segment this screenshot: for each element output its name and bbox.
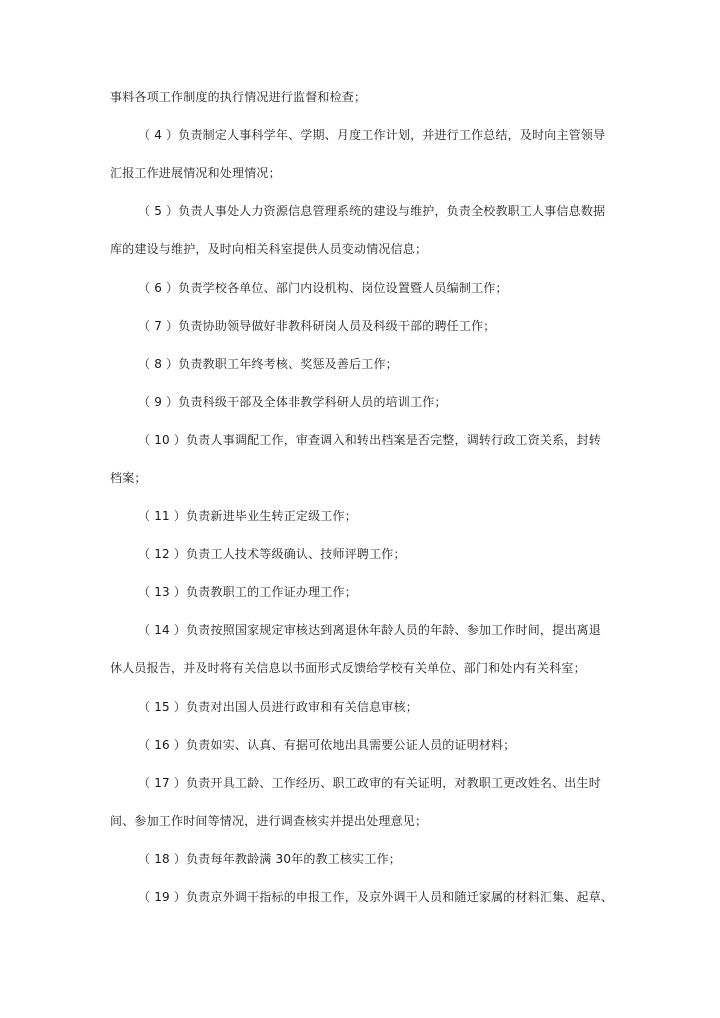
text-line-5: 库的建设与维护，及时向相关科室提供人员变动情况信息； — [110, 242, 428, 256]
text-line-22: （ 19 ）负责京外调干指标的申报工作，及京外调干人员和随迁家属的材料汇集、起草、 — [138, 890, 614, 904]
text-line-21: （ 18 ）负责每年教龄满 30年的教工核实工作； — [138, 852, 401, 866]
text-line-8: （ 8 ）负责教职工年终考核、奖惩及善后工作； — [138, 357, 398, 371]
text-line-4: （ 5 ）负责人事处人力资源信息管理系统的建设与维护，负责全校教职工人事信息数据 — [138, 204, 606, 218]
text-line-16: 休人员报告，并及时将有关信息以书面形式反馈给学校有关单位、部门和处内有关科室； — [110, 661, 586, 675]
text-line-1: 事料各项工作制度的执行情况进行监督和检查； — [110, 90, 367, 104]
text-line-20: 间、参加工作时间等情况，进行调查核实并提出处理意见； — [110, 814, 428, 828]
text-line-17: （ 15 ）负责对出国人员进行政审和有关信息审核； — [138, 700, 418, 714]
text-line-18: （ 16 ）负责如实、认真、有据可依地出具需要公证人员的证明材料； — [138, 738, 516, 752]
text-line-6: （ 6 ）负责学校各单位、部门内设机构、岗位设置暨人员编制工作； — [138, 281, 508, 295]
text-line-3: 汇报工作进展情况和处理情况； — [110, 166, 281, 180]
text-line-12: （ 11 ）负责新进毕业生转正定级工作； — [138, 509, 357, 523]
text-line-7: （ 7 ）负责协助领导做好非教科研岗人员及科级干部的聘任工作； — [138, 319, 496, 333]
text-line-10: （ 10 ）负责人事调配工作，审查调入和转出档案是否完整，调转行政工资关系，封转 — [138, 433, 601, 447]
text-line-2: （ 4 ）负责制定人事科学年、学期、月度工作计划，并进行工作总结，及时向主管领导 — [138, 128, 606, 142]
text-line-15: （ 14 ）负责按照国家规定审核达到离退休年龄人员的年龄、参加工作时间，提出离退 — [138, 623, 601, 637]
text-line-13: （ 12 ）负责工人技术等级确认、技师评聘工作； — [138, 547, 406, 561]
text-line-14: （ 13 ）负责教职工的工作证办理工作； — [138, 585, 357, 599]
text-line-19: （ 17 ）负责开具工龄、工作经历、职工政审的有关证明，对教职工更改姓名、出生时 — [138, 776, 601, 790]
text-line-11: 档案； — [110, 471, 147, 485]
text-line-9: （ 9 ）负责科级干部及全体非教学科研人员的培训工作； — [138, 395, 447, 409]
